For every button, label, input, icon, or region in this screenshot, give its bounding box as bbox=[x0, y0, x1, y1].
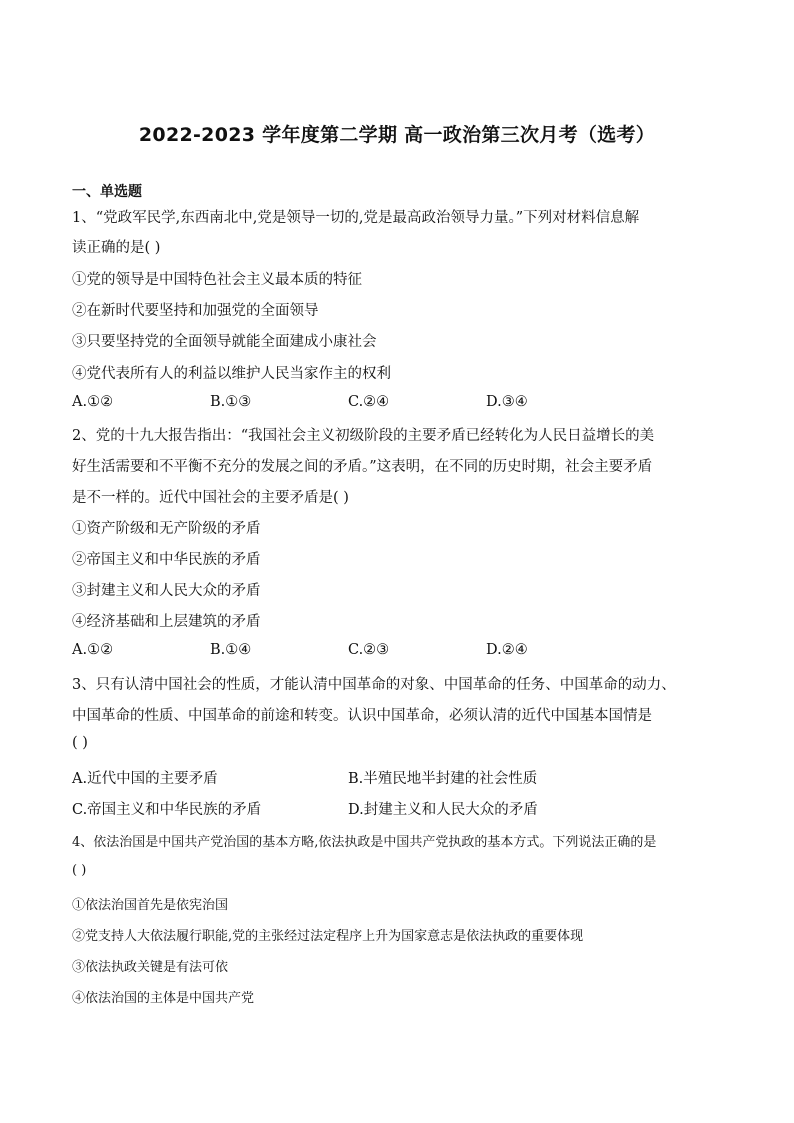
question-1-option-b[interactable]: B.①③ bbox=[210, 394, 252, 410]
question-3-option-b[interactable]: B.半殖民地半封建的社会性质 bbox=[348, 771, 538, 787]
question-2-line-2: 好生活需要和不平衡不充分的发展之间的矛盾。”这表明，在不同的历史时期，社会主要矛盾 bbox=[72, 459, 653, 475]
question-1-option-a[interactable]: A.①② bbox=[72, 394, 114, 410]
question-1-line-1: 1、“党政军民学,东西南北中,党是领导一切的,党是最高政治领导力量。”下列对材料信息解 bbox=[72, 210, 640, 226]
question-1-line-2: 读正确的是( ) bbox=[72, 240, 161, 256]
question-3-line-1: 3、只有认清中国社会的性质，才能认清中国革命的对象、中国革命的任务、中国革命的动力、 bbox=[72, 677, 676, 693]
question-4-item-4: ④依法治国的主体是中国共产党 bbox=[72, 991, 255, 1006]
question-2-option-a[interactable]: A.①② bbox=[72, 642, 114, 658]
question-2-option-d[interactable]: D.②④ bbox=[486, 642, 528, 658]
question-3-line-3: ( ) bbox=[72, 735, 88, 751]
question-4-line-1: 4、依法治国是中国共产党治国的基本方略,依法执政是中国共产党执政的基本方式。下列说法正确的是 bbox=[72, 835, 657, 850]
question-4-item-1: ①依法治国首先是依宪治国 bbox=[72, 898, 229, 913]
question-1-item-1: ①党的领导是中国特色社会主义最本质的特征 bbox=[72, 272, 362, 288]
question-3-option-d[interactable]: D.封建主义和人民大众的矛盾 bbox=[348, 802, 538, 818]
question-4-item-2: ②党支持人大依法履行职能,党的主张经过法定程序上升为国家意志是依法执政的重要体现 bbox=[72, 929, 584, 944]
question-2-option-b[interactable]: B.①④ bbox=[210, 642, 252, 658]
question-3-option-c[interactable]: C.帝国主义和中华民族的矛盾 bbox=[72, 802, 262, 818]
question-2-item-1: ①资产阶级和无产阶级的矛盾 bbox=[72, 521, 261, 537]
question-4-line-2: ( ) bbox=[72, 863, 87, 878]
question-2-item-2: ②帝国主义和中华民族的矛盾 bbox=[72, 552, 261, 568]
question-1-item-4: ④党代表所有人的利益以维护人民当家作主的权利 bbox=[72, 366, 391, 382]
question-4-item-3: ③依法执政关键是有法可依 bbox=[72, 960, 229, 975]
question-1-option-d[interactable]: D.③④ bbox=[486, 394, 528, 410]
question-2-line-3: 是不一样的。近代中国社会的主要矛盾是( ) bbox=[72, 490, 349, 506]
question-1-item-2: ②在新时代要坚持和加强党的全面领导 bbox=[72, 303, 319, 319]
question-2-item-4: ④经济基础和上层建筑的矛盾 bbox=[72, 614, 261, 630]
question-2-line-1: 2、党的十九大报告指出：“我国社会主义初级阶段的主要矛盾已经转化为人民日益增长的美 bbox=[72, 428, 655, 444]
section-heading: 一、单选题 bbox=[72, 184, 142, 200]
question-2-item-3: ③封建主义和人民大众的矛盾 bbox=[72, 583, 261, 599]
exam-title: 2022-2023 学年度第二学期 高一政治第三次月考（选考） bbox=[138, 124, 656, 146]
question-1-item-3: ③只要坚持党的全面领导就能全面建成小康社会 bbox=[72, 334, 377, 350]
question-1-option-c[interactable]: C.②④ bbox=[348, 394, 390, 410]
question-3-option-a[interactable]: A.近代中国的主要矛盾 bbox=[72, 771, 218, 787]
question-3-line-2: 中国革命的性质、中国革命的前途和转变。认识中国革命，必须认清的近代中国基本国情是 bbox=[72, 708, 652, 724]
question-2-option-c[interactable]: C.②③ bbox=[348, 642, 390, 658]
